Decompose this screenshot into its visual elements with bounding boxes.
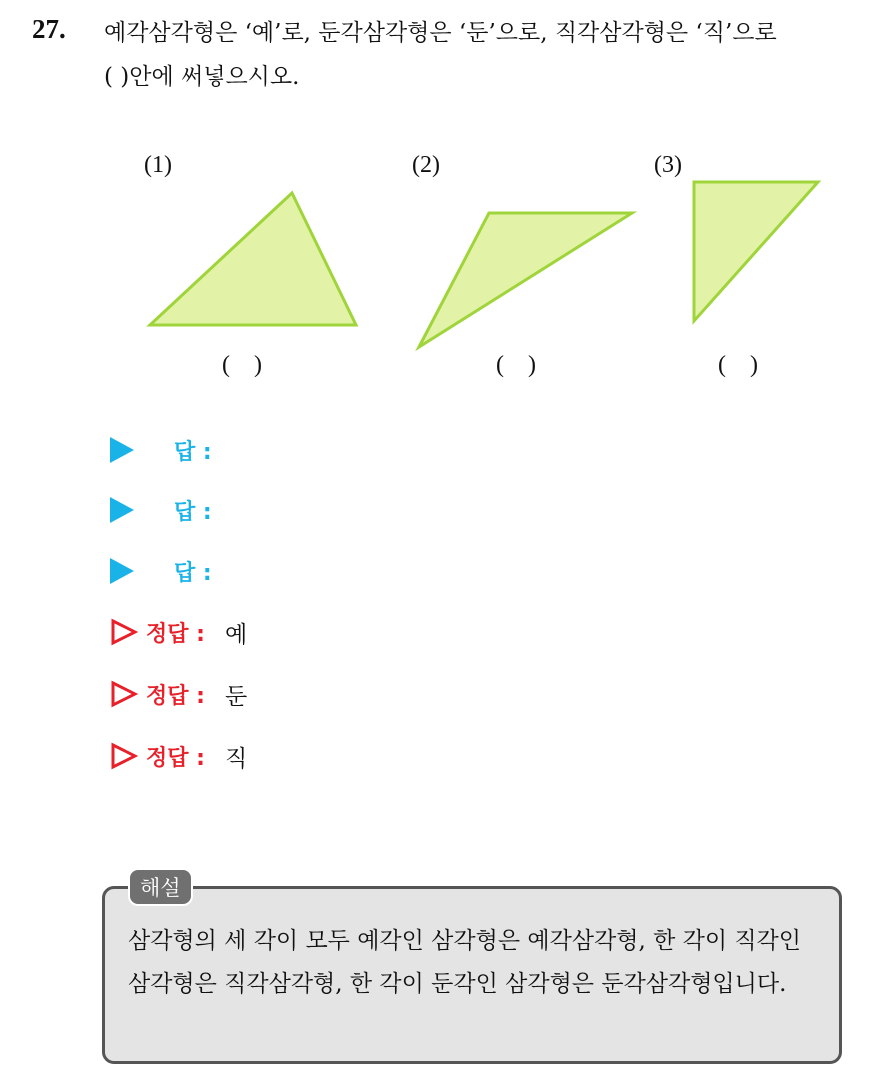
answer-label: 답 : — [174, 439, 212, 465]
figure-2-answer-blank[interactable]: ( ) — [496, 352, 536, 378]
figure-1-label: (1) — [144, 152, 172, 178]
play-arrow-icon — [110, 437, 134, 463]
correct-row-2 — [110, 674, 247, 714]
correct-value: 둔 — [224, 683, 248, 710]
answer-row-3[interactable] — [110, 551, 212, 591]
play-arrow-icon — [110, 558, 134, 584]
correct-value: 예 — [224, 621, 248, 648]
figure-3-label: (3) — [654, 152, 682, 178]
right-triangle — [694, 182, 818, 321]
outline-arrow-icon — [110, 742, 138, 770]
answer-row-2[interactable] — [110, 490, 212, 530]
figure-3-answer-blank[interactable]: ( ) — [718, 352, 758, 378]
correct-row-1 — [110, 612, 247, 652]
question-text-line2: ( )안에 써넣으시오. — [104, 64, 300, 90]
answer-label: 답 : — [174, 560, 212, 586]
explanation-tag: 해설 — [128, 868, 193, 906]
answer-label: 답 : — [174, 499, 212, 525]
outline-arrow-icon — [110, 618, 138, 646]
answer-row-1[interactable] — [110, 430, 212, 470]
correct-label: 정답 : — [146, 745, 205, 771]
correct-row-3 — [110, 736, 247, 776]
correct-label: 정답 : — [146, 621, 205, 647]
obtuse-triangle — [419, 213, 632, 347]
outline-arrow-icon — [110, 680, 138, 708]
correct-label: 정답 : — [146, 683, 205, 709]
play-arrow-icon — [110, 497, 134, 523]
explanation-text: 삼각형의 세 각이 모두 예각인 삼각형은 예각삼각형, 한 각이 직각인 삼각형은 직각삼각형, 한 각이 둔각인 삼각형은 둔각삼각형입니다. — [128, 928, 801, 997]
figure-1-answer-blank[interactable]: ( ) — [222, 352, 262, 378]
figure-2-label: (2) — [412, 152, 440, 178]
acute-triangle — [150, 193, 356, 325]
question-number: 27. — [32, 14, 66, 44]
question-text-line1: 예각삼각형은 ‘예’로, 둔각삼각형은 ‘둔’으로, 직각삼각형은 ‘직’으로 — [104, 20, 777, 46]
correct-value: 직 — [224, 745, 248, 772]
